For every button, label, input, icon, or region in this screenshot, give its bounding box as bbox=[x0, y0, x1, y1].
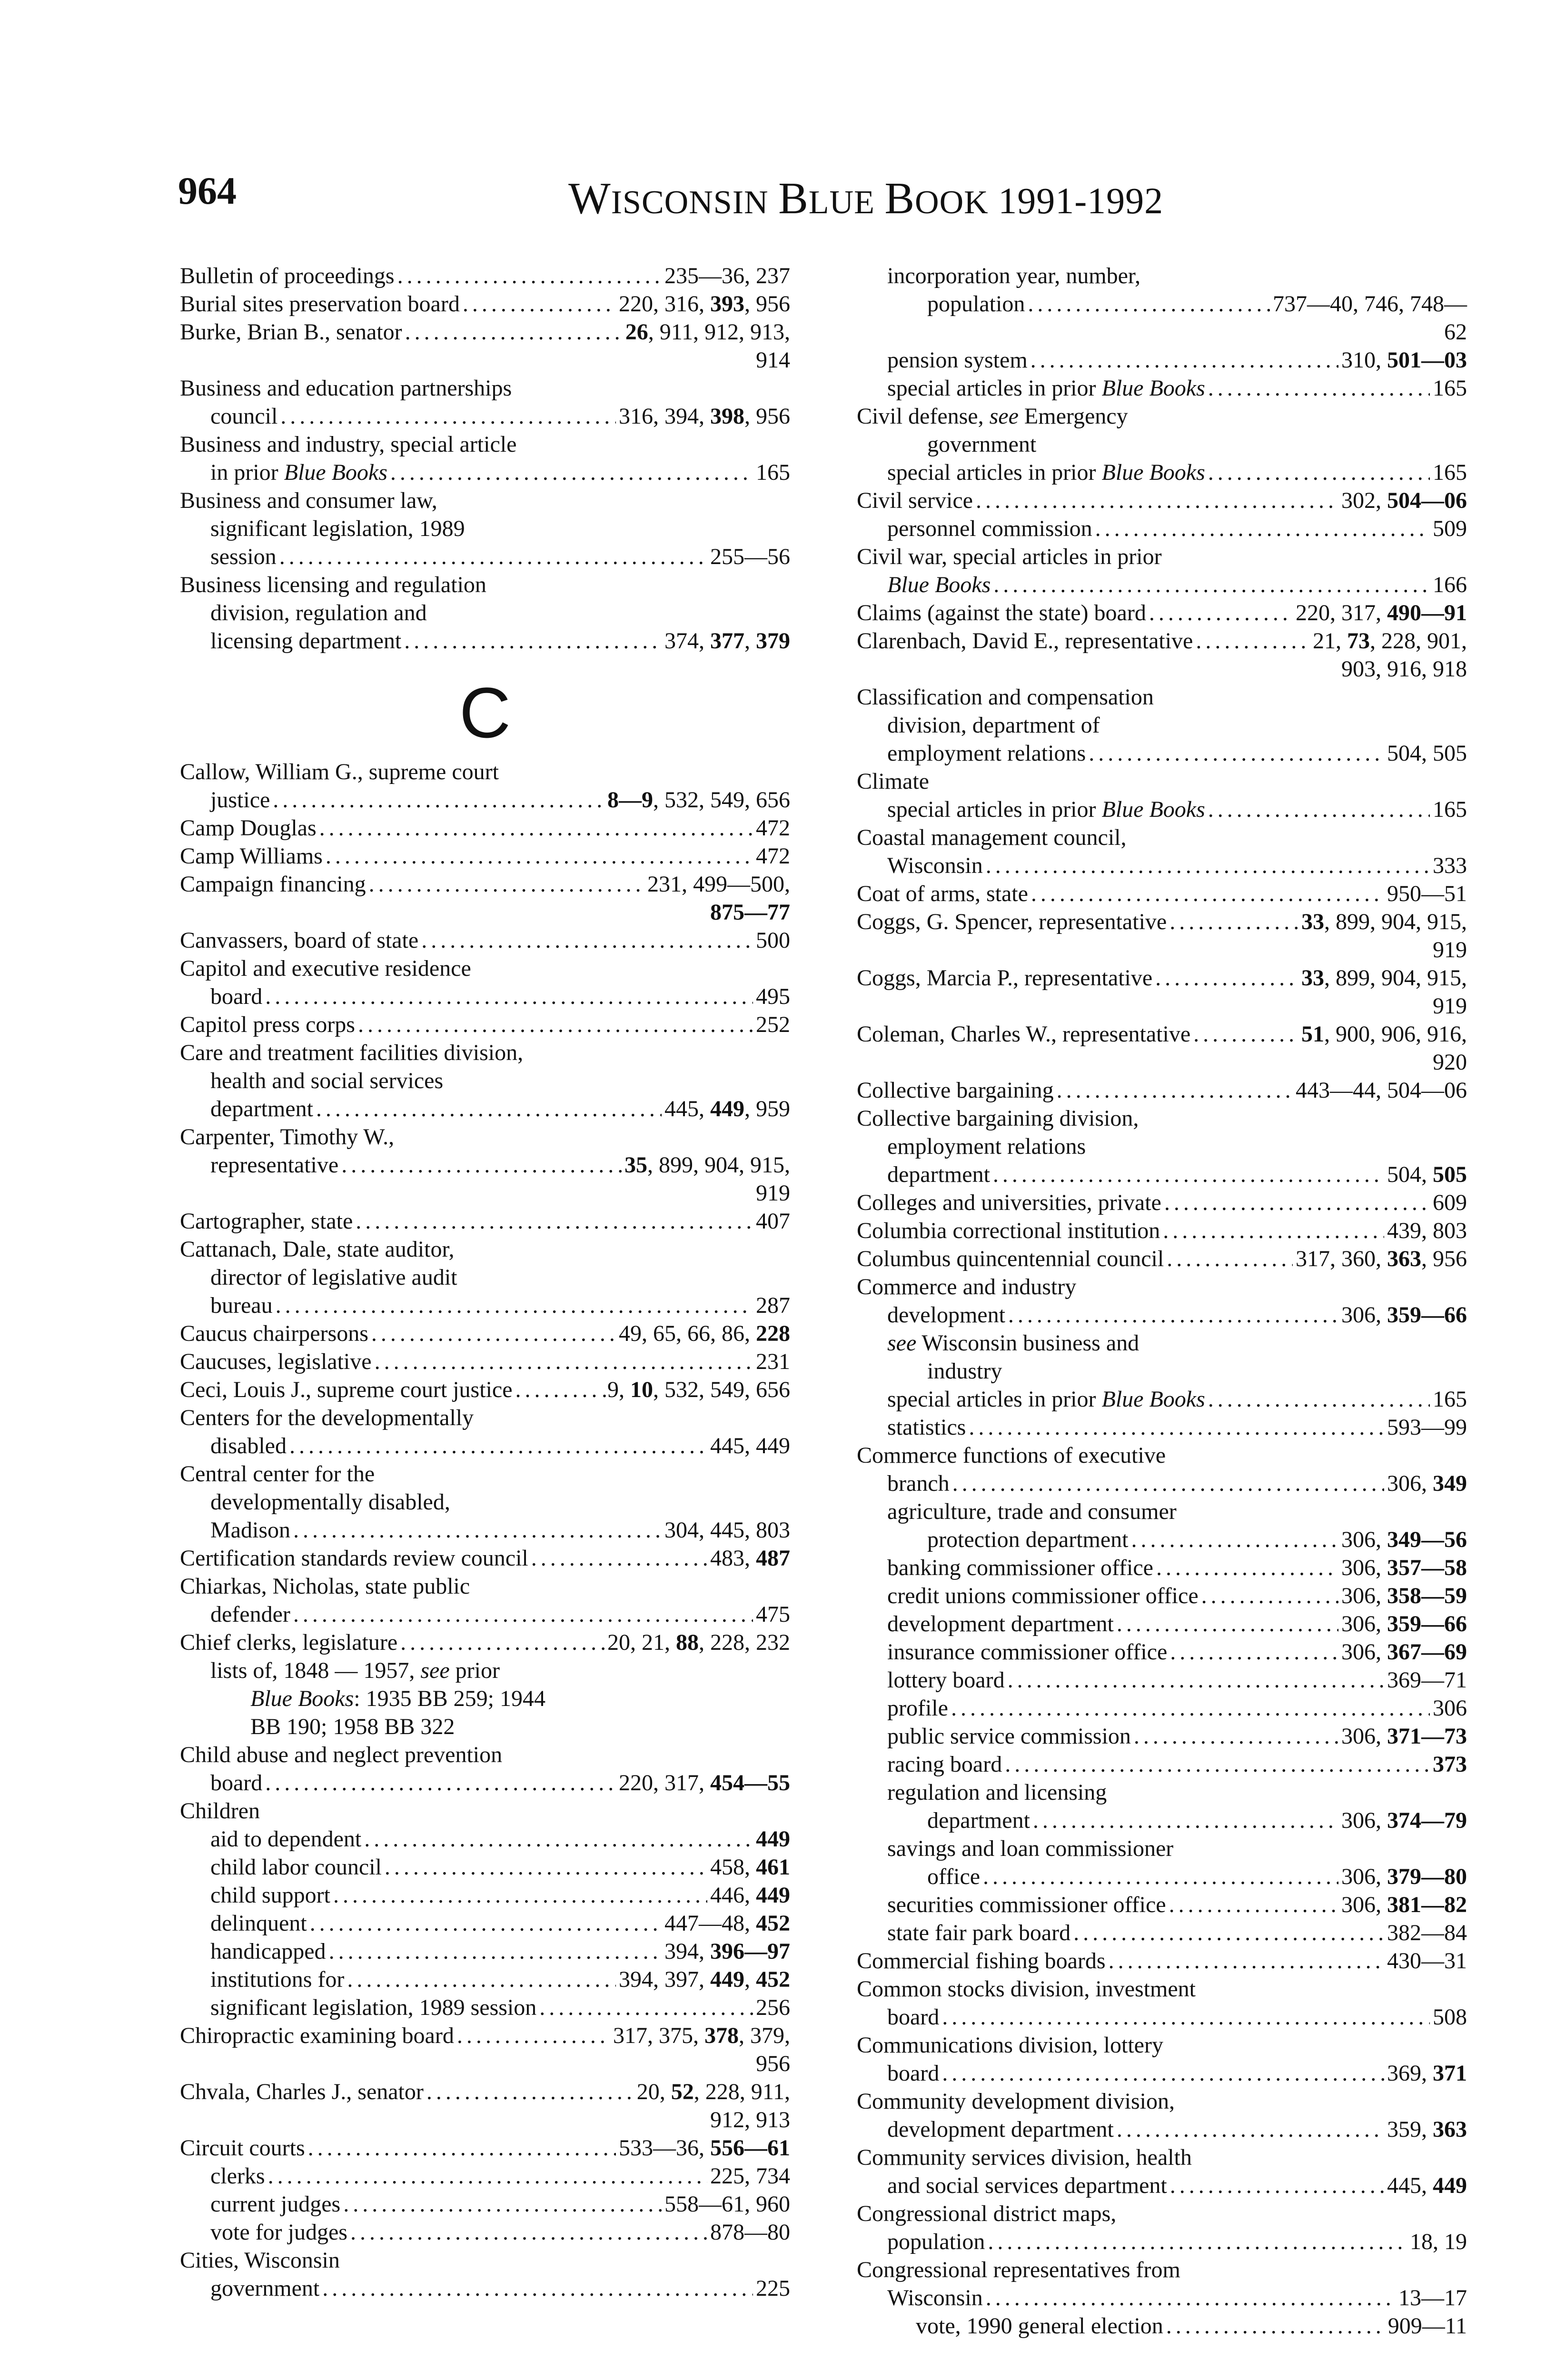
index-entry: Business and consumer law, significant legislation, 1989 session . . . 255—56 bbox=[180, 486, 790, 571]
index-entry: Cartographer, state . . . 407 bbox=[180, 1207, 790, 1235]
index-entry: Chvala, Charles J., senator . . . 20, 52, 228, 911, 912, 913 bbox=[180, 2078, 790, 2134]
index-entry: Children aid to dependent . . . 449 child labor council . . . 458, 461 child support . . . 446, 449 delinquent . . . 447—48, 452 handicapped . . . 394, 396—97 institutions for . . . 394, 397, 449, 452 significant legislation, 1989 session . . . 256 bbox=[180, 1797, 790, 2022]
index-entry: special articles in prior Blue Books . . . 165 bbox=[857, 458, 1467, 486]
index-entry: Business and industry, special article in prior Blue Books . . . 165 bbox=[180, 430, 790, 486]
index-entry: Civil defense, see Emergency government bbox=[857, 404, 1128, 457]
index-entry: Common stocks division, investment board . . . 508 bbox=[857, 1975, 1467, 2031]
index-entry: Canvassers, board of state . . . 500 bbox=[180, 926, 790, 954]
index-entry: Community development division, development department . . . 359, 363 bbox=[857, 2087, 1467, 2143]
index-entry: Chief clerks, legislature . . . 20, 21, 88, 228, 232 lists of, 1848 — 1957, see prior Blue Books: 1935 BB 259; 1944 BB 190; 1958 BB 322 bbox=[180, 1628, 790, 1741]
index-entry: Congressional representatives from Wisconsin . . . 13—17 vote, 1990 general election . . . 909—11 bbox=[857, 2256, 1467, 2340]
index-entry: Coggs, Marcia P., representative . . . 33, 899, 904, 915, 919 bbox=[857, 964, 1467, 1020]
index-entry: Capitol and executive residence board . . . 495 bbox=[180, 954, 790, 1011]
index-entry: Coastal management council, Wisconsin . . . 333 bbox=[857, 823, 1467, 880]
running-head bbox=[568, 176, 1163, 221]
index-entry: Congressional district maps, population . . . 18, 19 bbox=[857, 2200, 1467, 2256]
running-head-word-3: OOK bbox=[915, 184, 989, 221]
index-entry: Child abuse and neglect prevention board . . . 220, 317, 454—55 bbox=[180, 1741, 790, 1797]
index-entry: Capitol press corps . . . 252 bbox=[180, 1011, 790, 1039]
section-letter: C bbox=[459, 673, 511, 753]
index-entry: special articles in prior Blue Books . . . 165 bbox=[857, 374, 1467, 402]
running-head-word-2: LUE bbox=[808, 184, 875, 221]
index-entry: Columbus quincentennial council . . . 317, 360, 363, 956 bbox=[857, 1245, 1467, 1273]
index-entry: Caucuses, legislative . . . 231 bbox=[180, 1348, 790, 1376]
index-entry: Coleman, Charles W., representative . . . 51, 900, 906, 916, 920 bbox=[857, 1020, 1467, 1076]
index-entry: Burial sites preservation board . . . 220, 316, 393, 956 bbox=[180, 290, 790, 318]
index-entry: Chiropractic examining board . . . 317, 375, 378, 379, 956 bbox=[180, 2022, 790, 2078]
index-entry: Certification standards review council . . . 483, 487 bbox=[180, 1544, 790, 1572]
index-entry: Commerce functions of executive branch . . . 306, 349 agriculture, trade and consumer protection department . . . 306, 349—56 banking commissioner office . . . 306, 357—58 credit unions commissioner office . . . 306, 358—59 development department . . . 306, 359—66 insurance commissioner office . . . 306, 367—69 lottery board . . . 369—71 profile . . . 306 public service commission . . . 306, 371—73 racing board . . . 373 regulation and licensing department . . . 306, 374—79 savings and loan commissioner office . . . 306, 379—80 securities commissioner office . . . 306, 381—82 state fair park board . . . 382—84 bbox=[857, 1441, 1467, 1947]
running-head-initial-1: W bbox=[568, 174, 611, 223]
index-entry: Business and education partnerships council . . . 316, 394, 398, 956 bbox=[180, 374, 790, 430]
index-entry: Classification and compensation division, department of employment relations . . . 504, 505 bbox=[857, 683, 1467, 767]
index-entry: incorporation year, number, population . . . 737—40, 746, 748— 62 bbox=[857, 262, 1467, 346]
index-entry: Columbia correctional institution . . . 439, 803 bbox=[857, 1217, 1467, 1245]
index-entry: Climate special articles in prior Blue Books . . . 165 bbox=[857, 767, 1467, 823]
index-entry: Burke, Brian B., senator . . . 26, 911, 912, 913, 914 bbox=[180, 318, 790, 374]
index-entry: Camp Williams . . . 472 bbox=[180, 842, 790, 870]
index-entry: Central center for the developmentally disabled, Madison . . . 304, 445, 803 bbox=[180, 1460, 790, 1544]
index-entry: Centers for the developmentally disabled . . . 445, 449 bbox=[180, 1404, 790, 1460]
running-head-initial-2: B bbox=[778, 174, 809, 223]
index-entry: Care and treatment facilities division, health and social services department . . . 445, 449, 959 bbox=[180, 1039, 790, 1123]
index-entry: Community services division, health and social services department . . . 445, 449 bbox=[857, 2143, 1467, 2200]
page-number: 964 bbox=[178, 169, 237, 212]
index-entry: Camp Douglas . . . 472 bbox=[180, 814, 790, 842]
index-entry: Cities, Wisconsin government . . . 225 bbox=[180, 2246, 790, 2302]
index-column-left bbox=[180, 262, 790, 2302]
index-entry: Circuit courts . . . 533—36, 556—61 clerks . . . 225, 734 current judges . . . 558—61, 960 vote for judges . . . 878—80 bbox=[180, 2134, 790, 2246]
index-entry: Claims (against the state) board . . . 220, 317, 490—91 bbox=[857, 599, 1467, 627]
index-entry: Commercial fishing boards . . . 430—31 bbox=[857, 1947, 1467, 1975]
index-column-right bbox=[857, 262, 1467, 2340]
running-head-initial-3: B bbox=[884, 174, 915, 223]
index-entry: Commerce and industry development . . . 306, 359—66 see Wisconsin business and industry special articles in prior Blue Books . . . 165 statistics . . . 593—99 bbox=[857, 1273, 1467, 1441]
index-entry: Business licensing and regulation division, regulation and licensing department . . . 374, 377, 379 bbox=[180, 571, 790, 655]
index-entry: Campaign financing . . . 231, 499—500, 875—77 bbox=[180, 870, 790, 926]
index-entry: pension system . . . 310, 501—03 bbox=[857, 346, 1467, 374]
index-entry: Ceci, Louis J., supreme court justice . . . .9, 10, 532, 549, 656 bbox=[180, 1376, 790, 1404]
index-entry: Collective bargaining division, employment relations department . . . 504, 505 bbox=[857, 1104, 1467, 1189]
index-entry: Carpenter, Timothy W., representative . . . 35, 899, 904, 915, 919 bbox=[180, 1123, 790, 1207]
index-entry: Chiarkas, Nicholas, state public defender . . . 475 bbox=[180, 1572, 790, 1628]
index-entry: Civil service . . . 302, 504—06 bbox=[857, 486, 1467, 515]
index-entry: Clarenbach, David E., representative . . . 21, 73, 228, 901, 903, 916, 918 bbox=[857, 627, 1467, 683]
index-entry: Colleges and universities, private . . . 609 bbox=[857, 1189, 1467, 1217]
index-entry: Collective bargaining . . . 443—44, 504—06 bbox=[857, 1076, 1467, 1104]
index-entry: Communications division, lottery board . . . 369, 371 bbox=[857, 2031, 1467, 2087]
running-head-year: 1991-1992 bbox=[998, 180, 1164, 221]
index-entry: Cattanach, Dale, state auditor, director of legislative audit bureau . . . 287 bbox=[180, 1235, 790, 1319]
index-entry: Coggs, G. Spencer, representative . . . 33, 899, 904, 915, 919 bbox=[857, 908, 1467, 964]
index-entry: Callow, William G., supreme court justice . . . 8—9, 532, 549, 656 bbox=[180, 758, 790, 814]
index-entry: Coat of arms, state . . . 950—51 bbox=[857, 880, 1467, 908]
index-entry: personnel commission . . . 509 bbox=[857, 515, 1467, 543]
index-entry: Bulletin of proceedings . . . 235—36, 237 bbox=[180, 262, 790, 290]
index-entry: Caucus chairpersons . . . 49, 65, 66, 86, 228 bbox=[180, 1319, 790, 1348]
running-head-word-1: ISCONSIN bbox=[611, 184, 769, 221]
index-entry: Civil war, special articles in prior Blue Books . . . 166 bbox=[857, 543, 1467, 599]
